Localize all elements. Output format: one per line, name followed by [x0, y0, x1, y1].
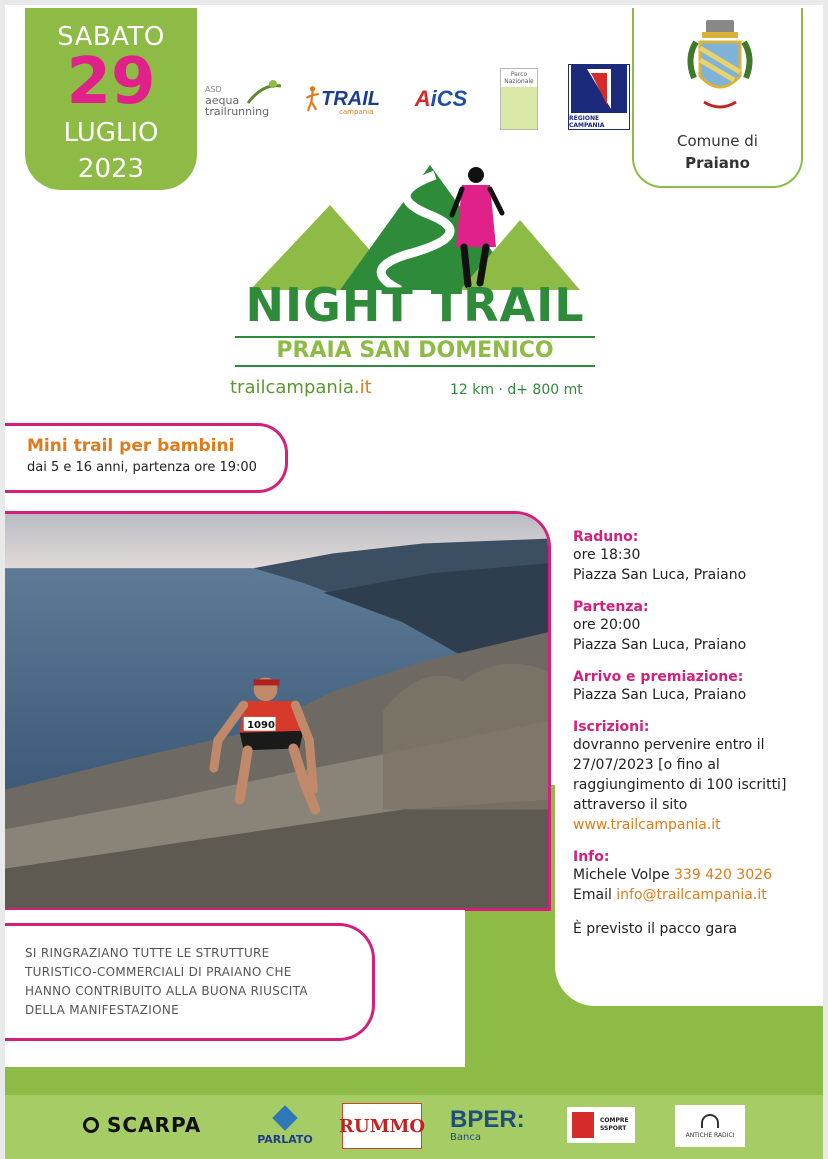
coast-runner-image [5, 514, 548, 908]
email-line [573, 885, 823, 905]
contact-line [573, 865, 823, 885]
mini-trail-subtitle: dai 5 e 16 anni, partenza ore 19:00 [27, 460, 257, 475]
date-block [25, 8, 197, 190]
thanks-line1: SI RINGRAZIANO TUTTE LE STRUTTURE [25, 946, 270, 960]
night-trail-logo [230, 155, 600, 375]
praiano-crest-icon [682, 18, 758, 118]
raduno-time: ore 18:30 [573, 547, 641, 563]
aequa-name: aequa [205, 93, 240, 107]
runner-photo [5, 511, 551, 911]
date-day: SABATO [57, 22, 165, 52]
contact-name: Michele Volpe [573, 867, 670, 883]
logo-divider-bottom [235, 365, 595, 367]
info-panel [555, 511, 823, 1006]
antiche-radici-name: ANTICHE RADICI [685, 1131, 735, 1139]
regione-campania-logo [568, 64, 630, 130]
raduno-heading: Raduno: [573, 529, 639, 545]
email-label: Email [573, 887, 612, 903]
event-title: NIGHT TRAIL [245, 278, 585, 332]
iscrizioni-line3: raggiungimento di 100 iscritti] [573, 777, 787, 793]
arrivo-heading: Arrivo e premiazione: [573, 669, 744, 685]
course-info: 12 km · d+ 800 mt [450, 382, 583, 398]
date-month: LUGLIO [63, 118, 159, 148]
pacco-gara-note: È previsto il pacco gara [573, 921, 738, 937]
regione-label: REGIONE CAMPANIA [569, 115, 605, 129]
compressport-name: COMPRESSPORT [600, 1117, 629, 1132]
aics-prefix: A [414, 86, 431, 111]
parlato-name: PARLATO [257, 1132, 313, 1146]
rummo-name: RUMMO [338, 1115, 426, 1137]
scarpa-ring-icon [83, 1117, 99, 1133]
iscrizioni-line4: attraverso il sito [573, 797, 688, 813]
iscrizioni-heading: Iscrizioni: [573, 719, 650, 735]
runner-icon [305, 74, 321, 124]
thanks-line3: HANNO CONTRIBUITO ALLA BUONA RIUSCITA [25, 984, 308, 998]
comune-block [632, 8, 803, 188]
site-tld: .it [353, 377, 372, 398]
mountains-runner-icon [230, 155, 600, 295]
bper-logo [450, 1105, 535, 1145]
info-heading: Info: [573, 849, 610, 865]
poster [5, 5, 823, 1159]
mini-trail-title: Mini trail per bambini [27, 436, 235, 456]
date-number: 29 [66, 45, 156, 119]
iscrizioni-line1: dovranno pervenire entro il [573, 737, 765, 753]
parlato-diamond-icon [272, 1105, 297, 1130]
parco-label: Parco Nazionale [504, 71, 534, 85]
date-year: 2023 [77, 154, 145, 184]
raduno-place: Piazza San Luca, Praiano [573, 567, 747, 583]
event-website [230, 377, 372, 398]
thanks-box [5, 923, 375, 1041]
partenza-place: Piazza San Luca, Praiano [573, 637, 747, 653]
antiche-radici-icon [701, 1114, 719, 1128]
aequa-trailrunning-logo [205, 78, 285, 122]
bper-name: BPER: [450, 1105, 525, 1133]
iscrizioni-line2: 27/07/2023 [o fino al [573, 757, 720, 773]
scarpa-name: SCARPA [107, 1113, 202, 1137]
compressport-mark-icon [572, 1112, 594, 1138]
scarpa-logo [83, 1113, 201, 1137]
antiche-radici-logo [675, 1105, 745, 1147]
partenza-time: ore 20:00 [573, 617, 641, 633]
arrivo-place: Piazza San Luca, Praiano [573, 687, 747, 703]
thanks-line4: DELLA MANIFESTAZIONE [25, 1003, 180, 1017]
parlato-logo [255, 1102, 315, 1152]
compressport-logo [567, 1107, 635, 1143]
runner-leaf-icon [243, 78, 283, 108]
regione-flag-icon [571, 65, 627, 113]
trail-campania-name: TRAIL [321, 87, 380, 110]
event-subtitle: PRAIA SAN DOMENICO [276, 338, 554, 363]
trail-campania-logo [305, 70, 380, 128]
top-sponsor-logos [205, 60, 630, 135]
parco-nazionale-logo [500, 68, 538, 130]
rummo-logo [338, 1103, 426, 1149]
bper-sub: Banca [450, 1131, 481, 1143]
contact-email[interactable]: info@trailcampania.it [616, 887, 767, 903]
thanks-line2: TURISTICO-COMMERCIALI DI PRAIANO CHE [25, 965, 292, 979]
trail-campania-sub: campania [339, 108, 374, 116]
mini-trail-box [5, 423, 288, 493]
aequa-asd: ASD [205, 84, 222, 94]
race-bib: 1090 [247, 720, 275, 731]
aics-rest: iCS [430, 86, 468, 111]
iscrizioni-link[interactable]: www.trailcampania.it [573, 817, 721, 833]
aequa-sub: trailrunning [205, 104, 270, 118]
comune-label: Comune di [677, 132, 758, 150]
comune-name: Praiano [685, 154, 750, 172]
partenza-heading: Partenza: [573, 599, 649, 615]
site-main: trailcampania [230, 377, 354, 398]
contact-phone[interactable]: 339 420 3026 [674, 867, 772, 883]
aics-logo [410, 84, 472, 114]
